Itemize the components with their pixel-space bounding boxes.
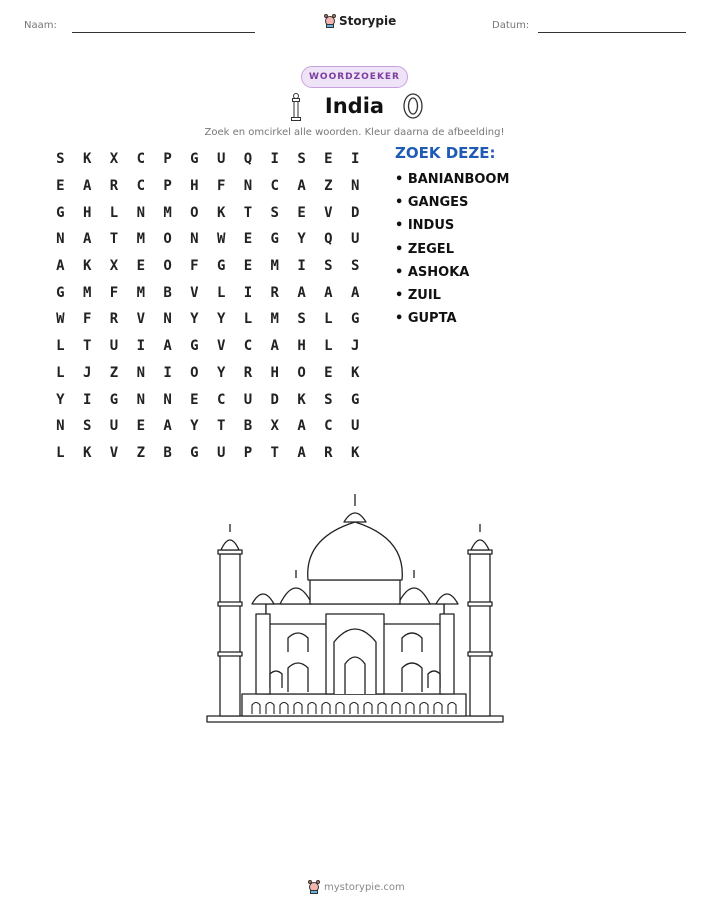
grid-cell[interactable]: V — [216, 338, 226, 355]
grid-cell[interactable]: S — [324, 391, 333, 408]
grid-cell[interactable]: S — [297, 311, 306, 328]
grid-cell[interactable]: H — [82, 204, 92, 221]
grid-cell[interactable]: N — [163, 311, 172, 328]
grid-cell[interactable]: R — [109, 311, 119, 328]
grid-cell[interactable]: Q — [243, 151, 253, 168]
grid-cell[interactable]: I — [350, 151, 360, 168]
grid-cell[interactable]: N — [56, 231, 65, 248]
grid-cell[interactable]: B — [243, 418, 253, 435]
grid-cell[interactable]: G — [190, 444, 199, 461]
grid-cell[interactable]: N — [56, 418, 65, 435]
grid-cell[interactable]: Q — [324, 231, 333, 248]
grid-cell[interactable]: K — [216, 204, 226, 221]
word-list-heading: ZOEK DEZE: — [395, 144, 496, 162]
name-field[interactable] — [24, 20, 57, 31]
grid-cell[interactable]: N — [190, 231, 199, 248]
grid-cell[interactable]: M — [82, 284, 92, 301]
grid-cell[interactable]: Z — [324, 178, 333, 195]
word-list — [395, 144, 509, 330]
grid-cell[interactable]: Y — [56, 391, 65, 408]
grid-cell[interactable]: A — [270, 338, 279, 355]
grid-cell[interactable]: N — [350, 178, 360, 195]
grid-cell[interactable]: R — [324, 444, 333, 461]
instructions: Zoek en omcirkel alle woorden. Kleur daarna de afbeelding! — [204, 127, 505, 138]
grid-cell[interactable]: G — [350, 391, 360, 408]
grid-cell[interactable]: C — [243, 338, 253, 355]
grid-cell[interactable]: R — [243, 364, 253, 381]
grid-cell[interactable]: D — [270, 391, 279, 408]
grid-cell[interactable]: T — [82, 338, 92, 355]
grid-cell[interactable]: O — [190, 364, 199, 381]
grid-cell[interactable]: L — [56, 338, 65, 355]
footer-url[interactable]: mystorypie.com — [324, 881, 405, 893]
grid-cell[interactable]: X — [270, 418, 279, 435]
grid-cell[interactable]: B — [163, 444, 172, 461]
grid-cell[interactable]: J — [350, 338, 360, 355]
grid-cell[interactable]: C — [216, 391, 226, 408]
grid-cell[interactable]: C — [270, 178, 279, 195]
grid-cell[interactable]: V — [109, 444, 119, 461]
grid-cell[interactable]: K — [82, 444, 92, 461]
word-item: • GANGES — [395, 195, 469, 211]
name-line — [72, 32, 255, 33]
grid-cell[interactable]: G — [270, 231, 279, 248]
grid-cell[interactable]: Y — [216, 364, 226, 381]
grid-cell[interactable]: G — [190, 338, 199, 355]
word-item: • ZUIL — [395, 287, 441, 303]
grid-cell[interactable]: A — [297, 418, 306, 435]
grid-cell[interactable]: T — [270, 444, 279, 461]
grid-cell[interactable]: G — [350, 311, 360, 328]
grid-cell[interactable]: N — [163, 391, 172, 408]
grid-cell[interactable]: E — [243, 231, 253, 248]
brand-logo — [324, 14, 396, 28]
grid-cell[interactable]: S — [350, 258, 360, 275]
grid-cell[interactable]: K — [297, 391, 306, 408]
grid-cell[interactable]: I — [163, 364, 172, 381]
grid-cell[interactable]: N — [243, 178, 253, 195]
grid-cell[interactable]: C — [324, 418, 333, 435]
grid-cell[interactable]: T — [216, 418, 226, 435]
name-label: Naam: — [24, 20, 57, 31]
grid-cell[interactable]: Z — [109, 364, 119, 381]
grid-cell[interactable]: U — [350, 418, 360, 435]
storypie-mascot-icon — [324, 14, 336, 28]
grid-cell[interactable]: N — [136, 204, 145, 221]
grid-cell[interactable]: O — [297, 364, 306, 381]
grid-cell[interactable]: A — [82, 231, 92, 248]
grid-cell[interactable]: C — [136, 178, 145, 195]
grid-cell[interactable]: S — [82, 418, 92, 435]
grid-cell[interactable]: A — [163, 338, 172, 355]
grid-cell[interactable]: S — [324, 258, 333, 275]
word-item: • INDUS — [395, 218, 455, 234]
grid-cell[interactable]: M — [136, 231, 145, 248]
grid-cell[interactable]: K — [350, 444, 360, 461]
grid-cell[interactable]: I — [136, 338, 145, 355]
grid-cell[interactable]: K — [350, 364, 360, 381]
grid-cell[interactable]: A — [56, 258, 65, 275]
grid-cell[interactable]: G — [216, 258, 226, 275]
grid-cell[interactable]: U — [216, 444, 226, 461]
grid-cell[interactable]: H — [270, 364, 279, 381]
grid-cell[interactable]: E — [297, 204, 306, 221]
grid-cell[interactable]: L — [243, 311, 253, 328]
grid-cell[interactable]: I — [270, 151, 279, 168]
grid-cell[interactable]: O — [163, 258, 172, 275]
grid-cell[interactable]: A — [324, 284, 333, 301]
grid-cell[interactable]: X — [109, 151, 119, 168]
grid-cell[interactable]: J — [82, 364, 92, 381]
page-title: India — [324, 94, 385, 118]
grid-cell[interactable]: O — [163, 231, 172, 248]
date-label: Datum: — [492, 20, 530, 31]
grid-cell[interactable]: H — [190, 178, 199, 195]
grid-cell[interactable]: P — [163, 151, 172, 168]
grid-cell[interactable]: L — [324, 338, 333, 355]
word-item: • BANIANBOOM — [395, 172, 510, 187]
grid-cell[interactable]: A — [297, 284, 306, 301]
word-item: • ASHOKA — [395, 264, 470, 280]
storypie-mascot-icon — [308, 880, 320, 894]
grid-cell[interactable]: E — [190, 391, 199, 408]
grid-cell[interactable]: S — [297, 151, 306, 168]
brand-name: Storypie — [339, 14, 397, 28]
grid-cell[interactable]: N — [136, 364, 145, 381]
grid-cell[interactable]: F — [82, 311, 92, 328]
grid-cell[interactable]: M — [270, 258, 279, 275]
grid-cell[interactable]: U — [243, 391, 253, 408]
grid-cell[interactable]: P — [163, 178, 172, 195]
grid-cell[interactable]: V — [190, 284, 199, 301]
grid-cell[interactable]: E — [243, 258, 253, 275]
grid-cell[interactable]: A — [163, 418, 172, 435]
footer[interactable] — [308, 880, 405, 894]
category-badge: WOORDZOEKER — [301, 66, 408, 88]
grid-cell[interactable]: E — [136, 418, 145, 435]
grid-cell[interactable]: U — [109, 418, 119, 435]
grid-cell[interactable]: U — [216, 151, 226, 168]
grid-cell[interactable]: L — [216, 284, 226, 301]
grid-cell[interactable]: S — [270, 204, 279, 221]
grid-cell[interactable]: G — [190, 151, 199, 168]
grid-cell[interactable]: Y — [216, 311, 226, 328]
grid-cell[interactable]: A — [350, 284, 360, 301]
grid-cell[interactable]: M — [163, 204, 172, 221]
grid-cell[interactable]: G — [109, 391, 119, 408]
grid-cell[interactable]: Z — [136, 444, 145, 461]
grid-cell[interactable]: M — [136, 284, 145, 301]
grid-cell[interactable]: I — [82, 391, 92, 408]
word-item: • ZEGEL — [395, 241, 454, 257]
grid-cell[interactable]: I — [297, 258, 306, 275]
grid-cell[interactable]: R — [109, 178, 119, 195]
grid-cell[interactable]: A — [297, 178, 306, 195]
grid-cell[interactable]: K — [82, 151, 92, 168]
grid-cell[interactable]: G — [56, 204, 65, 221]
letter-grid[interactable] — [47, 146, 369, 466]
grid-cell[interactable]: X — [109, 258, 119, 275]
grid-cell[interactable]: G — [56, 284, 65, 301]
grid-cell[interactable]: Y — [190, 418, 199, 435]
grid-cell[interactable]: N — [136, 391, 145, 408]
grid-cell[interactable]: L — [56, 364, 65, 381]
grid-cell[interactable]: E — [324, 364, 333, 381]
grid-cell[interactable]: R — [270, 284, 279, 301]
grid-cell[interactable]: K — [82, 258, 92, 275]
grid-cell[interactable]: D — [350, 204, 360, 221]
grid-cell[interactable]: M — [270, 311, 279, 328]
grid-cell[interactable]: H — [297, 338, 306, 355]
grid-cell[interactable]: V — [136, 311, 145, 328]
grid-cell[interactable]: F — [190, 258, 199, 275]
grid-cell[interactable]: B — [163, 284, 172, 301]
taj-mahal-coloring-icon[interactable] — [204, 492, 506, 728]
grid-cell[interactable]: T — [109, 231, 119, 248]
grid-cell[interactable]: E — [56, 178, 65, 195]
grid-cell[interactable]: Y — [190, 311, 199, 328]
word-item: • GUPTA — [395, 311, 457, 327]
grid-cell[interactable]: A — [82, 178, 92, 195]
grid-cell[interactable]: W — [56, 311, 65, 328]
grid-cell[interactable]: S — [56, 151, 65, 168]
date-line — [538, 32, 686, 33]
grid-cell[interactable]: F — [216, 178, 226, 195]
grid-cell[interactable]: A — [297, 444, 306, 461]
grid-cell[interactable]: E — [136, 258, 145, 275]
zero-numeral-icon — [402, 92, 424, 120]
grid-cell[interactable]: U — [350, 231, 360, 248]
grid-cell[interactable]: W — [216, 231, 226, 248]
grid-cell[interactable]: V — [324, 204, 333, 221]
grid-cell[interactable]: C — [136, 151, 145, 168]
grid-cell[interactable]: E — [324, 151, 333, 168]
grid-cell[interactable]: I — [243, 284, 253, 301]
grid-cell[interactable]: L — [56, 444, 65, 461]
grid-cell[interactable]: U — [109, 338, 119, 355]
grid-cell[interactable]: P — [243, 444, 253, 461]
grid-cell[interactable]: L — [109, 204, 119, 221]
grid-cell[interactable]: L — [324, 311, 333, 328]
grid-cell[interactable]: Y — [297, 231, 306, 248]
grid-cell[interactable]: O — [190, 204, 199, 221]
grid-cell[interactable]: T — [243, 204, 253, 221]
grid-cell[interactable]: F — [109, 284, 119, 301]
date-field[interactable] — [492, 20, 529, 31]
